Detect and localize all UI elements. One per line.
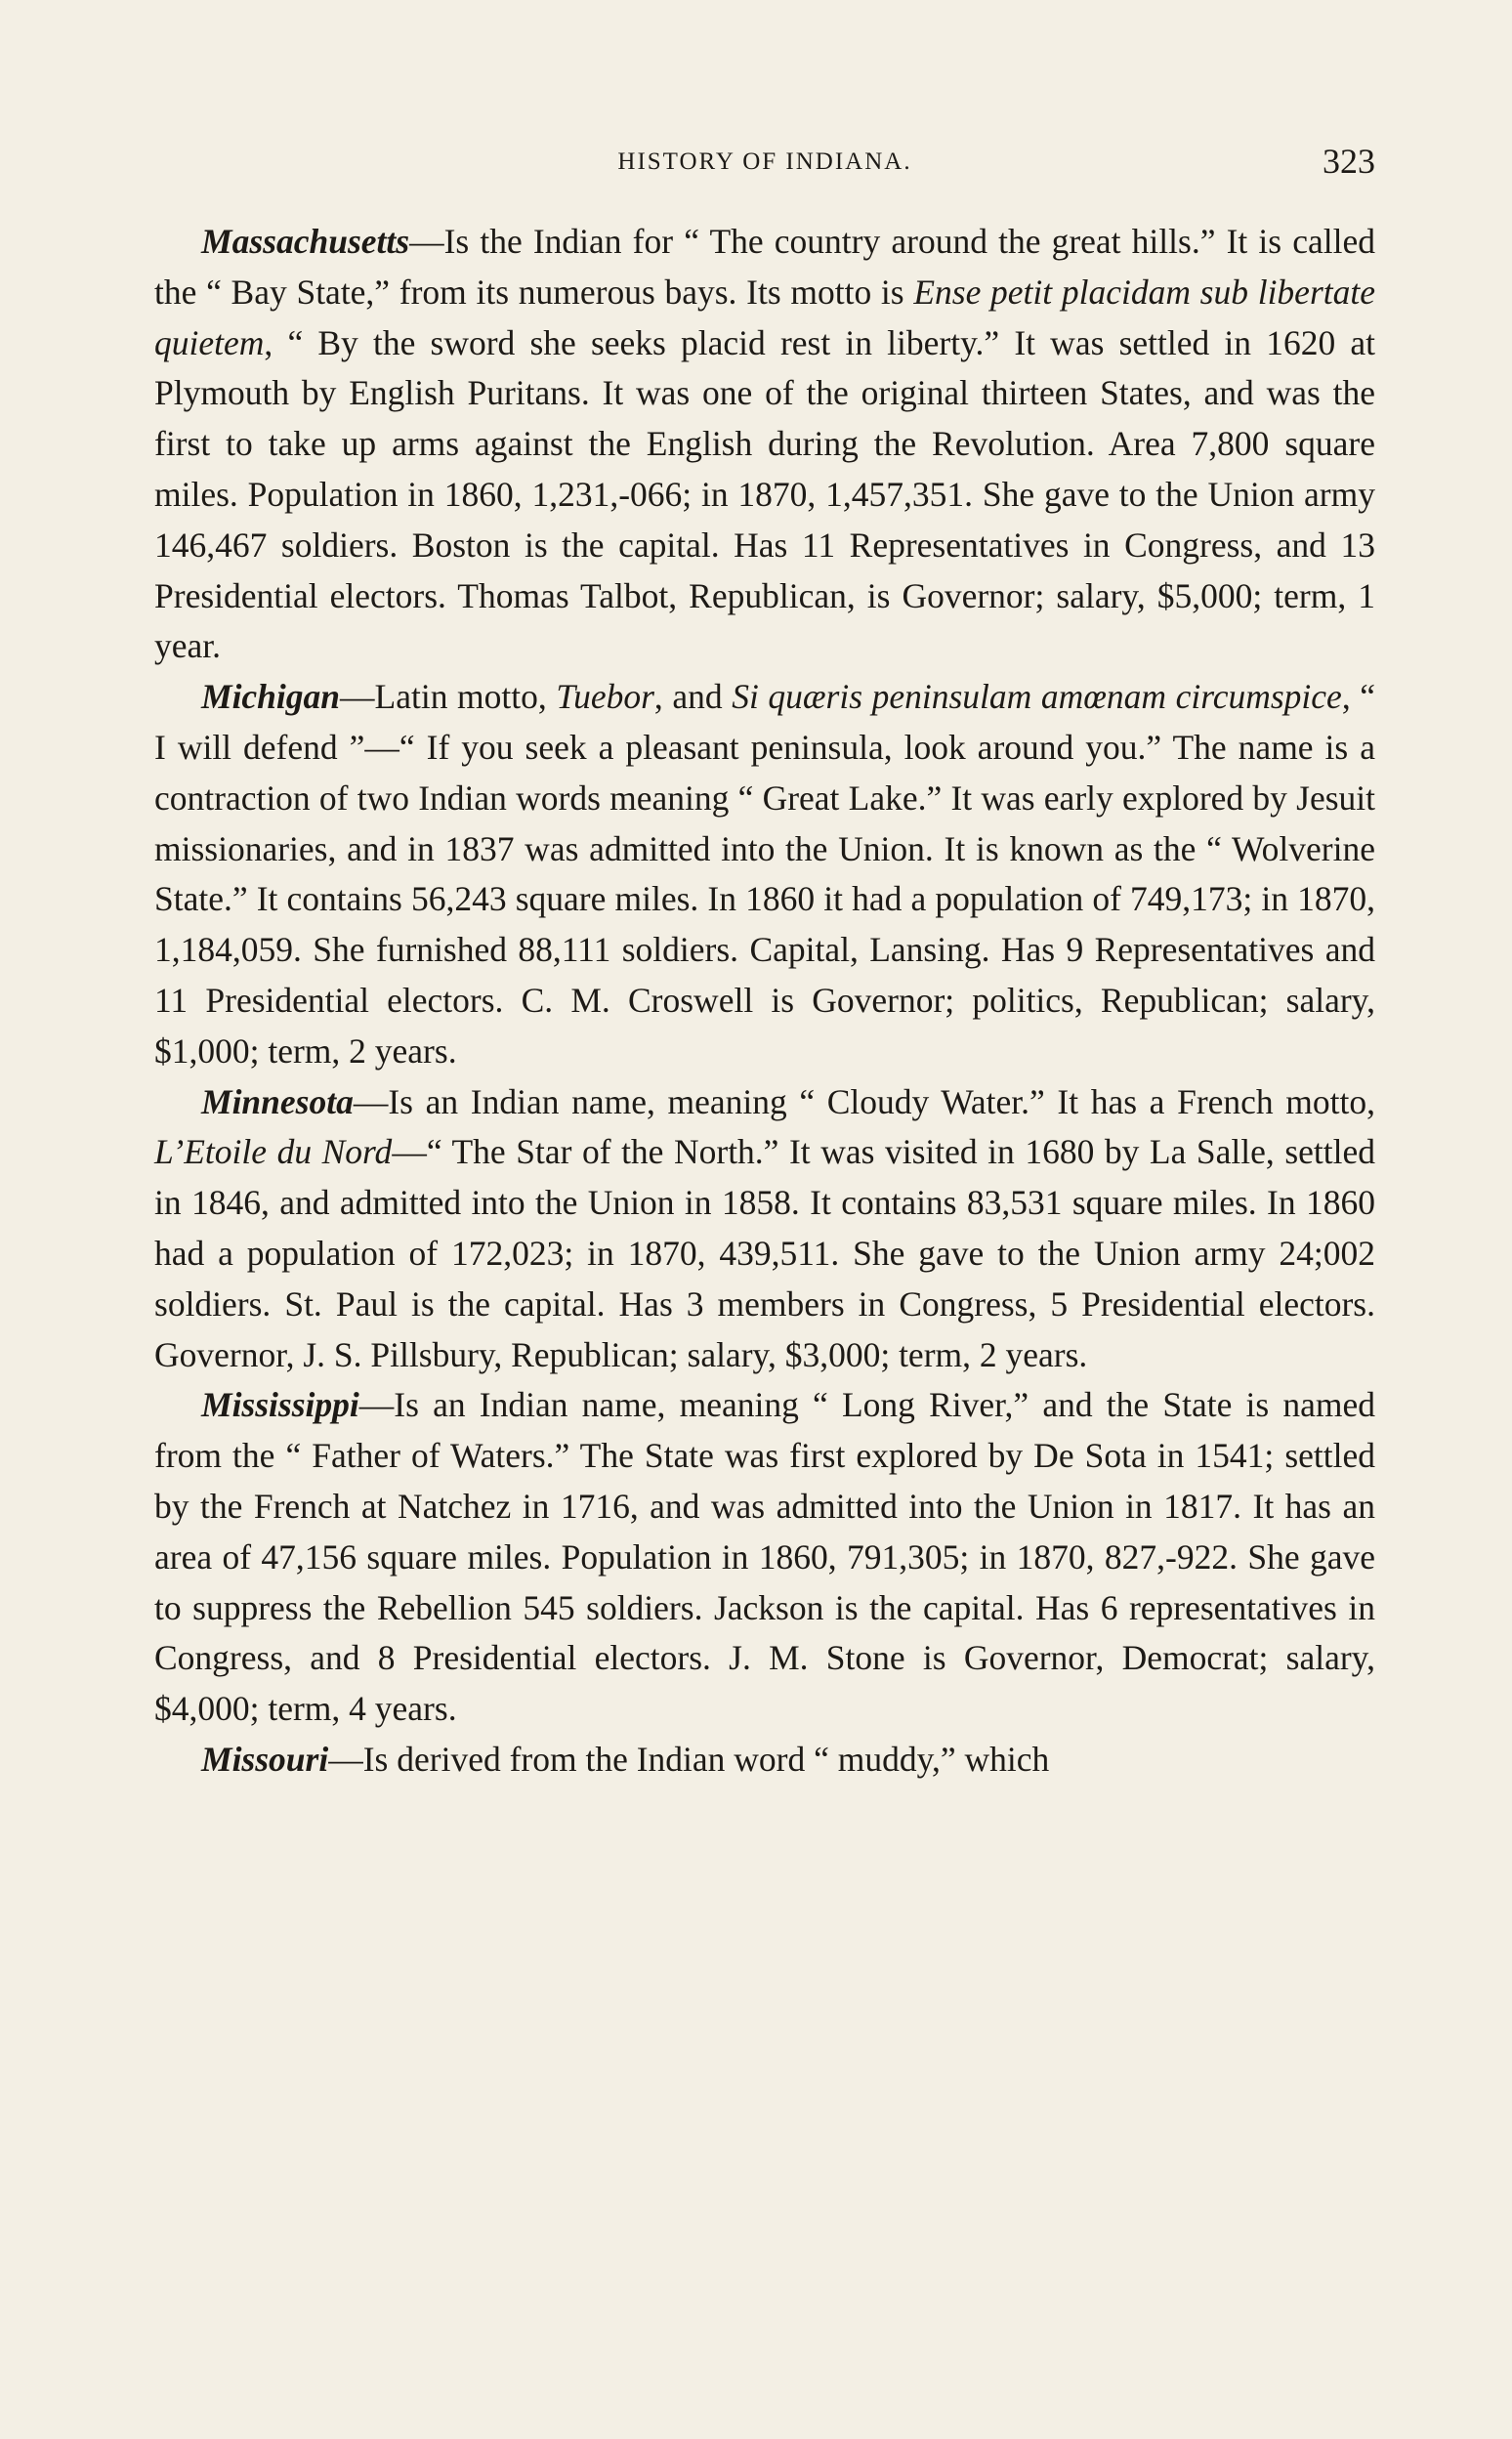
state-name: Mississippi	[201, 1385, 359, 1425]
state-name: Michigan	[201, 677, 341, 717]
text-run: —“ The Star of the North.” It was visited in 1680 by La Salle, settled in 1846, and admitted into the Union in 1858. It contains 83,531 square miles. In 1860 had a population of 172,023; in 1870, 439,511. She gave to the Union army 24;002 soldiers. St. Paul is the capital. Has 3 members in Congress, 5 Presidential electors. Governor, J. S. Pillsbury, Republican; salary, $3,000; term, 2 years.	[154, 1132, 1375, 1374]
text-run: —Is an Indian name, meaning “ Long River,” and the State is named from the “ Father of Waters.” The State was first explored by De Sota in 1541; settled by the French at Natchez in 1716, and was admitted into the Union in 1817. It has an area of 47,156 square miles. Population in 1860, 791,305; in 1870, 827,-922. She gave to suppress the Rebellion 545 soldiers. Jackson is the capital. Has 6 representatives in Congress, and 8 Presidential electors. J. M. Stone is Governor, Democrat; salary, $4,000; term, 4 years.	[154, 1385, 1375, 1729]
page-number: 323	[1323, 142, 1375, 181]
text-run: —Is derived from the Indian word “ muddy,” which	[328, 1739, 1050, 1779]
text-run: —Is an Indian name, meaning “ Cloudy Water.” It has a French motto,	[353, 1081, 1375, 1121]
text-run: —Is the Indian for “ The country around the great hills.” It is called the “ Bay State,” from its numerous bays. Its motto is	[154, 222, 1375, 312]
italic-phrase: Tuebor	[556, 677, 654, 717]
paragraph-mississippi	[154, 1380, 1375, 1735]
italic-phrase: L’Etoile du Nord	[154, 1132, 393, 1172]
paragraph-massachusetts	[154, 217, 1375, 672]
italic-phrase: Si quæris peninsulam amœnam circumspice	[732, 677, 1342, 717]
text-run: , and	[653, 677, 733, 717]
paragraph-minnesota	[154, 1077, 1375, 1381]
state-name: Missouri	[201, 1739, 329, 1779]
italic-phrase: Ense petit placidam sub libertate quietem	[154, 272, 1375, 362]
state-name: Massachusetts	[201, 222, 410, 261]
page-header	[154, 137, 1375, 188]
running-title: HISTORY OF INDIANA.	[617, 148, 912, 175]
paragraph-michigan	[154, 672, 1375, 1076]
state-name: Minnesota	[201, 1081, 354, 1121]
text-run: —Latin motto,	[340, 677, 557, 717]
text-run: , “ By the sword she seeks placid rest in liberty.” It was settled in 1620 at Plymouth by English Puritans. It was one of the original thirteen States, and was the first to take up arms against the English during the Revolution. Area 7,800 square miles. Population in 1860, 1,231,-066; in 1870, 1,457,351. She gave to the Union army 146,467 soldiers. Boston is the capital. Has 11 Representatives in Congress, and 13 Presidential electors. Thomas Talbot, Republican, is Governor; salary, $5,000; term, 1 year.	[154, 322, 1375, 666]
paragraph-missouri	[154, 1735, 1375, 1786]
body-text	[154, 217, 1375, 1786]
text-run: , “ I will defend ”—“ If you seek a pleasant peninsula, look around you.” The name is a contraction of two Indian words meaning “ Great Lake.” It was early explored by Jesuit missionaries, and in 1837 was admitted into the Union. It is known as the “ Wolverine State.” It contains 56,243 square miles. In 1860 it had a population of 749,173; in 1870, 1,184,059. She furnished 88,111 soldiers. Capital, Lansing. Has 9 Representatives and 11 Presidential electors. C. M. Croswell is Governor; politics, Republican; salary, $1,000; term, 2 years.	[154, 677, 1376, 1071]
